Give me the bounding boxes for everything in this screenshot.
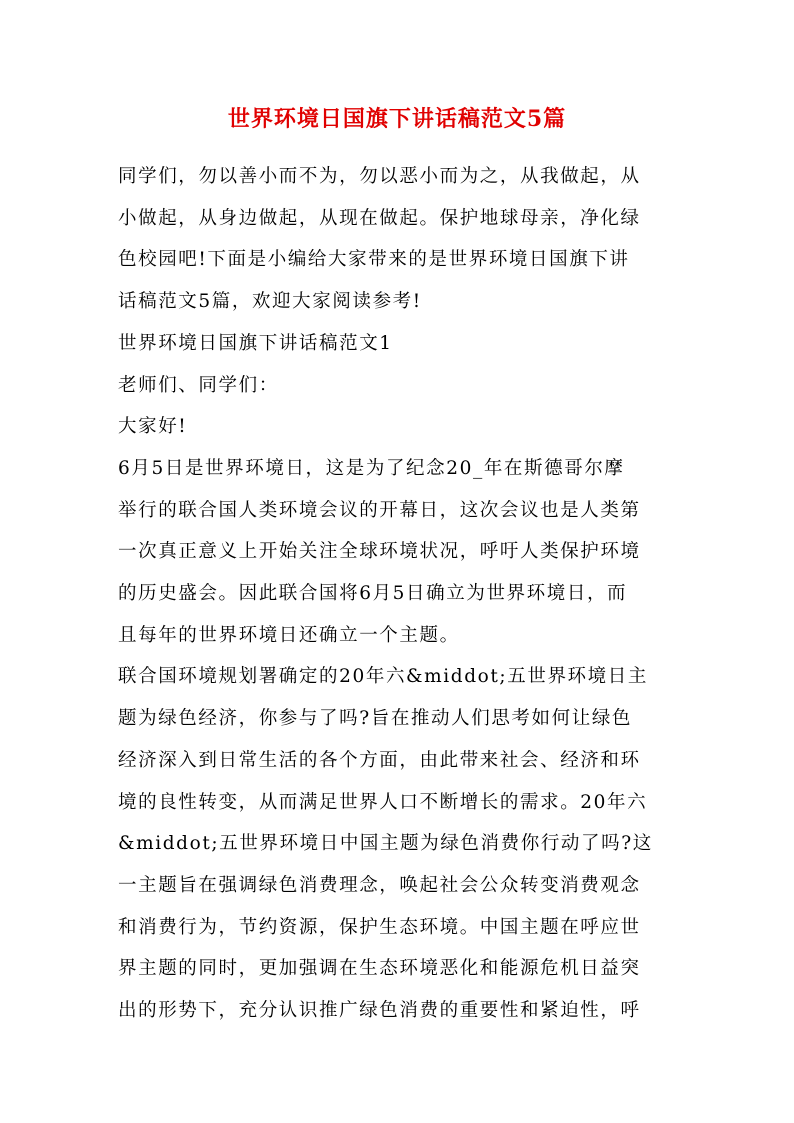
paragraph-line: 一次真正意义上开始关注全球环境状况，呼吁人类保护环境 xyxy=(118,541,641,563)
paragraph-line: 且每年的世界环境日还确立一个主题。 xyxy=(118,624,460,646)
paragraph-line: 经济深入到日常生活的各个方面，由此带来社会、经济和环 xyxy=(118,749,641,771)
document-title: 世界环境日国旗下讲话稿范文5篇 xyxy=(227,106,567,132)
paragraph-line: 题为绿色经济，你参与了吗?旨在推动人们思考如何让绿色 xyxy=(118,708,633,730)
paragraph-line: 境的良性转变，从而满足世界人口不断增长的需求。20年六 xyxy=(118,791,648,813)
document-body xyxy=(118,156,678,1032)
paragraph-line: 界主题的同时，更加强调在生态环境恶化和能源危机日益突 xyxy=(118,958,641,980)
paragraph-line: 6月5日是世界环境日，这是为了纪念20_年在斯德哥尔摩 xyxy=(118,457,625,479)
paragraph-line: 色校园吧!下面是小编给大家带来的是世界环境日国旗下讲 xyxy=(118,249,630,271)
paragraph-line: 举行的联合国人类环境会议的开幕日，这次会议也是人类第 xyxy=(118,499,641,521)
paragraph-line: 话稿范文5篇，欢迎大家阅读参考! xyxy=(118,291,422,313)
paragraph-line: 的历史盛会。因此联合国将6月5日确立为世界环境日，而 xyxy=(118,583,628,605)
paragraph-line: 和消费行为，节约资源，保护生态环境。中国主题在呼应世 xyxy=(118,916,641,938)
section-heading: 世界环境日国旗下讲话稿范文1 xyxy=(118,332,393,354)
paragraph-line: 一主题旨在强调绿色消费理念，唤起社会公众转变消费观念 xyxy=(118,874,641,896)
paragraph-line: 同学们，勿以善小而不为，勿以恶小而为之，从我做起，从 xyxy=(118,166,641,187)
greeting: 大家好! xyxy=(118,416,188,438)
paragraph-line: 小做起，从身边做起，从现在做起。保护地球母亲，净化绿 xyxy=(118,207,641,229)
salutation: 老师们、同学们： xyxy=(118,374,279,396)
paragraph-line: 出的形势下，充分认识推广绿色消费的重要性和紧迫性，呼 xyxy=(118,1000,641,1022)
paragraph-line: &middot;五世界环境日中国主题为绿色消费你行动了吗?这 xyxy=(118,833,653,855)
paragraph-line: 联合国环境规划署确定的20年六&middot;五世界环境日主 xyxy=(118,666,648,688)
